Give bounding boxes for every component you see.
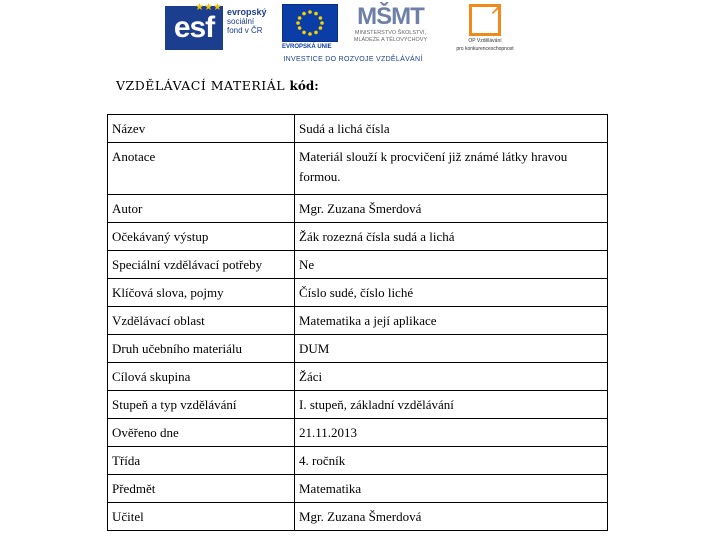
table-row <box>108 115 608 143</box>
row-value: 4. ročník <box>295 447 608 475</box>
title-text: VZDĚLÁVACÍ MATERIÁL <box>116 78 286 93</box>
msmt-logo <box>343 4 438 50</box>
esf-caption-line: evropský <box>227 7 267 17</box>
row-value: Číslo sudé, číslo liché <box>295 279 608 307</box>
opvk-mark-icon: ↗ <box>469 4 501 36</box>
row-key: Očekávaný výstup <box>108 223 295 251</box>
row-value: Matematika <box>295 475 608 503</box>
row-key: Ověřeno dne <box>108 419 295 447</box>
row-value: I. stupeň, základní vzdělávání <box>295 391 608 419</box>
table-row <box>108 223 608 251</box>
esf-caption-line: fond v ČR <box>227 26 263 35</box>
esf-caption <box>227 8 275 35</box>
esf-logo <box>165 4 275 50</box>
row-key: Předmět <box>108 475 295 503</box>
row-value: 21.11.2013 <box>295 419 608 447</box>
row-value: Žák rozezná čísla sudá a lichá <box>295 223 608 251</box>
table-row <box>108 503 608 531</box>
table-row <box>108 363 608 391</box>
row-key: Třída <box>108 447 295 475</box>
esf-caption-line: sociální <box>227 17 255 26</box>
page-title <box>116 78 319 93</box>
opvk-caption-line: pro konkurenceschopnost <box>456 46 514 52</box>
star-icon: ★★★ <box>195 2 222 13</box>
material-info-table <box>107 114 608 531</box>
table-row <box>108 143 608 195</box>
table-row <box>108 475 608 503</box>
row-key: Vzdělávací oblast <box>108 307 295 335</box>
opvk-caption-line: OP Vzdělávání <box>468 38 502 44</box>
eu-flag-icon <box>282 4 338 42</box>
row-value: Mgr. Zuzana Šmerdová <box>295 503 608 531</box>
row-value: Ne <box>295 251 608 279</box>
table-row <box>108 195 608 223</box>
code-label: kód: <box>289 79 319 93</box>
table-row <box>108 251 608 279</box>
logo-bar <box>165 1 520 66</box>
row-key: Stupeň a typ vzdělávání <box>108 391 295 419</box>
esf-mark: esf <box>165 6 223 50</box>
msmt-caption-line: MINISTERSTVO ŠKOLSTVÍ, <box>354 30 427 36</box>
eu-logo <box>282 4 338 50</box>
row-value: DUM <box>295 335 608 363</box>
row-key: Anotace <box>108 143 295 195</box>
row-value: Žáci <box>295 363 608 391</box>
table-row <box>108 419 608 447</box>
opvk-logo <box>450 1 520 52</box>
table-row <box>108 279 608 307</box>
row-key: Druh učebního materiálu <box>108 335 295 363</box>
logo-slogan: INVESTICE DO ROZVOJE VZDĚLÁVÁNÍ <box>283 56 423 63</box>
msmt-mark: MŠMT <box>357 3 424 30</box>
row-key: Klíčová slova, pojmy <box>108 279 295 307</box>
row-key: Učitel <box>108 503 295 531</box>
row-value: Materiál slouží k procvičení již známé látky hravou formou. <box>295 143 608 195</box>
table-row <box>108 391 608 419</box>
row-key: Cílová skupina <box>108 363 295 391</box>
msmt-caption-line: MLÁDEŽE A TĚLOVÝCHOVY <box>353 37 428 43</box>
row-value: Matematika a její aplikace <box>295 307 608 335</box>
row-key: Název <box>108 115 295 143</box>
table-row <box>108 447 608 475</box>
row-value: Sudá a lichá čísla <box>295 115 608 143</box>
table-row <box>108 307 608 335</box>
table-row <box>108 335 608 363</box>
eu-caption: EVROPSKÁ UNIE <box>282 44 332 50</box>
row-key: Autor <box>108 195 295 223</box>
row-value: Mgr. Zuzana Šmerdová <box>295 195 608 223</box>
row-key: Speciální vzdělávací potřeby <box>108 251 295 279</box>
